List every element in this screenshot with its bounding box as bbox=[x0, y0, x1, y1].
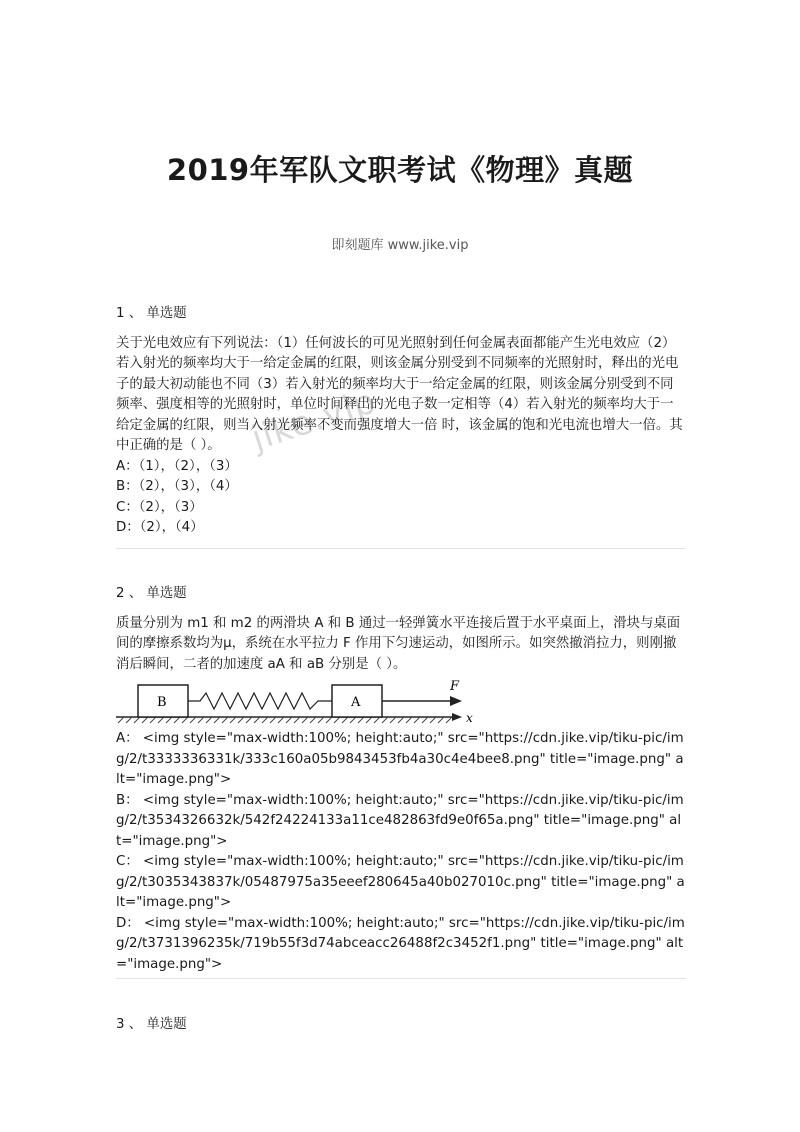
question-2-header: 2 、 单选题 bbox=[116, 586, 187, 601]
question-2 bbox=[116, 584, 686, 975]
question-1-option-a[interactable]: A：（1），（2），（3） bbox=[116, 458, 238, 474]
spring bbox=[188, 693, 332, 709]
question-2-text: 质量分别为 m1 和 m2 的两滑块 A 和 B 通过一轻弹簧水平连接后置于水平桌面上，滑块与桌面间的摩擦系数均为μ，系统在水平拉力 F 作用下匀速运动，如图所示。如突然撤消拉力，则刚撤消后瞬间，二者的加速度 aA 和 aB 分别是（ ）。 bbox=[116, 615, 681, 672]
spring-blocks-figure bbox=[116, 679, 476, 727]
x-axis-arrow bbox=[452, 713, 462, 721]
question-2-option-b[interactable]: B： <img style="max-width:100%; height:auto;" src="https://cdn.jike.vip/tiku-pic/img/2/t3534326632k/542f24224133a11ce482863fd9e0f65a.png" title="image.png" alt="image.png"> bbox=[116, 792, 684, 849]
force-label: F bbox=[450, 679, 460, 694]
question-3-header: 3 、 单选题 bbox=[116, 1017, 187, 1032]
question-1-option-b[interactable]: B：（2），（3），（4） bbox=[116, 479, 238, 494]
question-2-option-a[interactable]: A： <img style="max-width:100%; height:auto;" src="https://cdn.jike.vip/tiku-pic/img/2/t3333336331k/333c160a05b9843453fb4a30c4e4bee8.png" title="image.png" alt="image.png"> bbox=[116, 731, 684, 787]
document-title: 2019年军队文职考试《物理》真题 bbox=[166, 153, 634, 187]
divider bbox=[116, 978, 686, 979]
watermark: jike.vip bbox=[246, 381, 382, 459]
question-3 bbox=[116, 1015, 686, 1045]
question-1-option-c[interactable]: C：（2），（3） bbox=[116, 499, 203, 515]
document-source: 即刻题库 www.jike.vip bbox=[331, 238, 469, 253]
block-a-label: A bbox=[351, 695, 361, 710]
question-1-header: 1 、 单选题 bbox=[116, 306, 187, 321]
force-arrow-head bbox=[450, 696, 462, 706]
question-2-option-c[interactable]: C： <img style="max-width:100%; height:auto;" src="https://cdn.jike.vip/tiku-pic/img/2/t3035343837k/05487975a35eeef280645a40b027010c.png" title="image.png" alt="image.png"> bbox=[116, 854, 685, 910]
question-1 bbox=[116, 304, 686, 539]
x-axis-label: x bbox=[466, 711, 473, 725]
divider bbox=[116, 548, 686, 549]
question-2-option-d[interactable]: D： <img style="max-width:100%; height:auto;" src="https://cdn.jike.vip/tiku-pic/img/2/t3731396235k/719b55f3d74abceacc26488f2c3452f1.png" title="image.png" alt="image.png"> bbox=[116, 915, 685, 972]
block-b-label: B bbox=[157, 695, 167, 710]
ground-hatch bbox=[118, 717, 452, 723]
question-1-option-d[interactable]: D：（2），（4） bbox=[116, 520, 204, 535]
question-1-text: 关于光电效应有下列说法：（1）任何波长的可见光照射到任何金属表面都能产生光电效应（2）若入射光的频率均大于一给定金属的红限，则该金属分别受到不同频率的光照射时，释出的光电子的最大初动能也不同（3）若入射光的频率均大于一给定金属的红限，则该金属分别受到不同频率、强度相等的光照射时，单位时间释出的光电子数一定相等（4）若入射光的频率均大于一给定金属的红限，则当入射光频率不变而强度增大一倍 时，该金属的饱和光电流也增大一倍。其中正确的是（ ）。 bbox=[116, 335, 683, 453]
